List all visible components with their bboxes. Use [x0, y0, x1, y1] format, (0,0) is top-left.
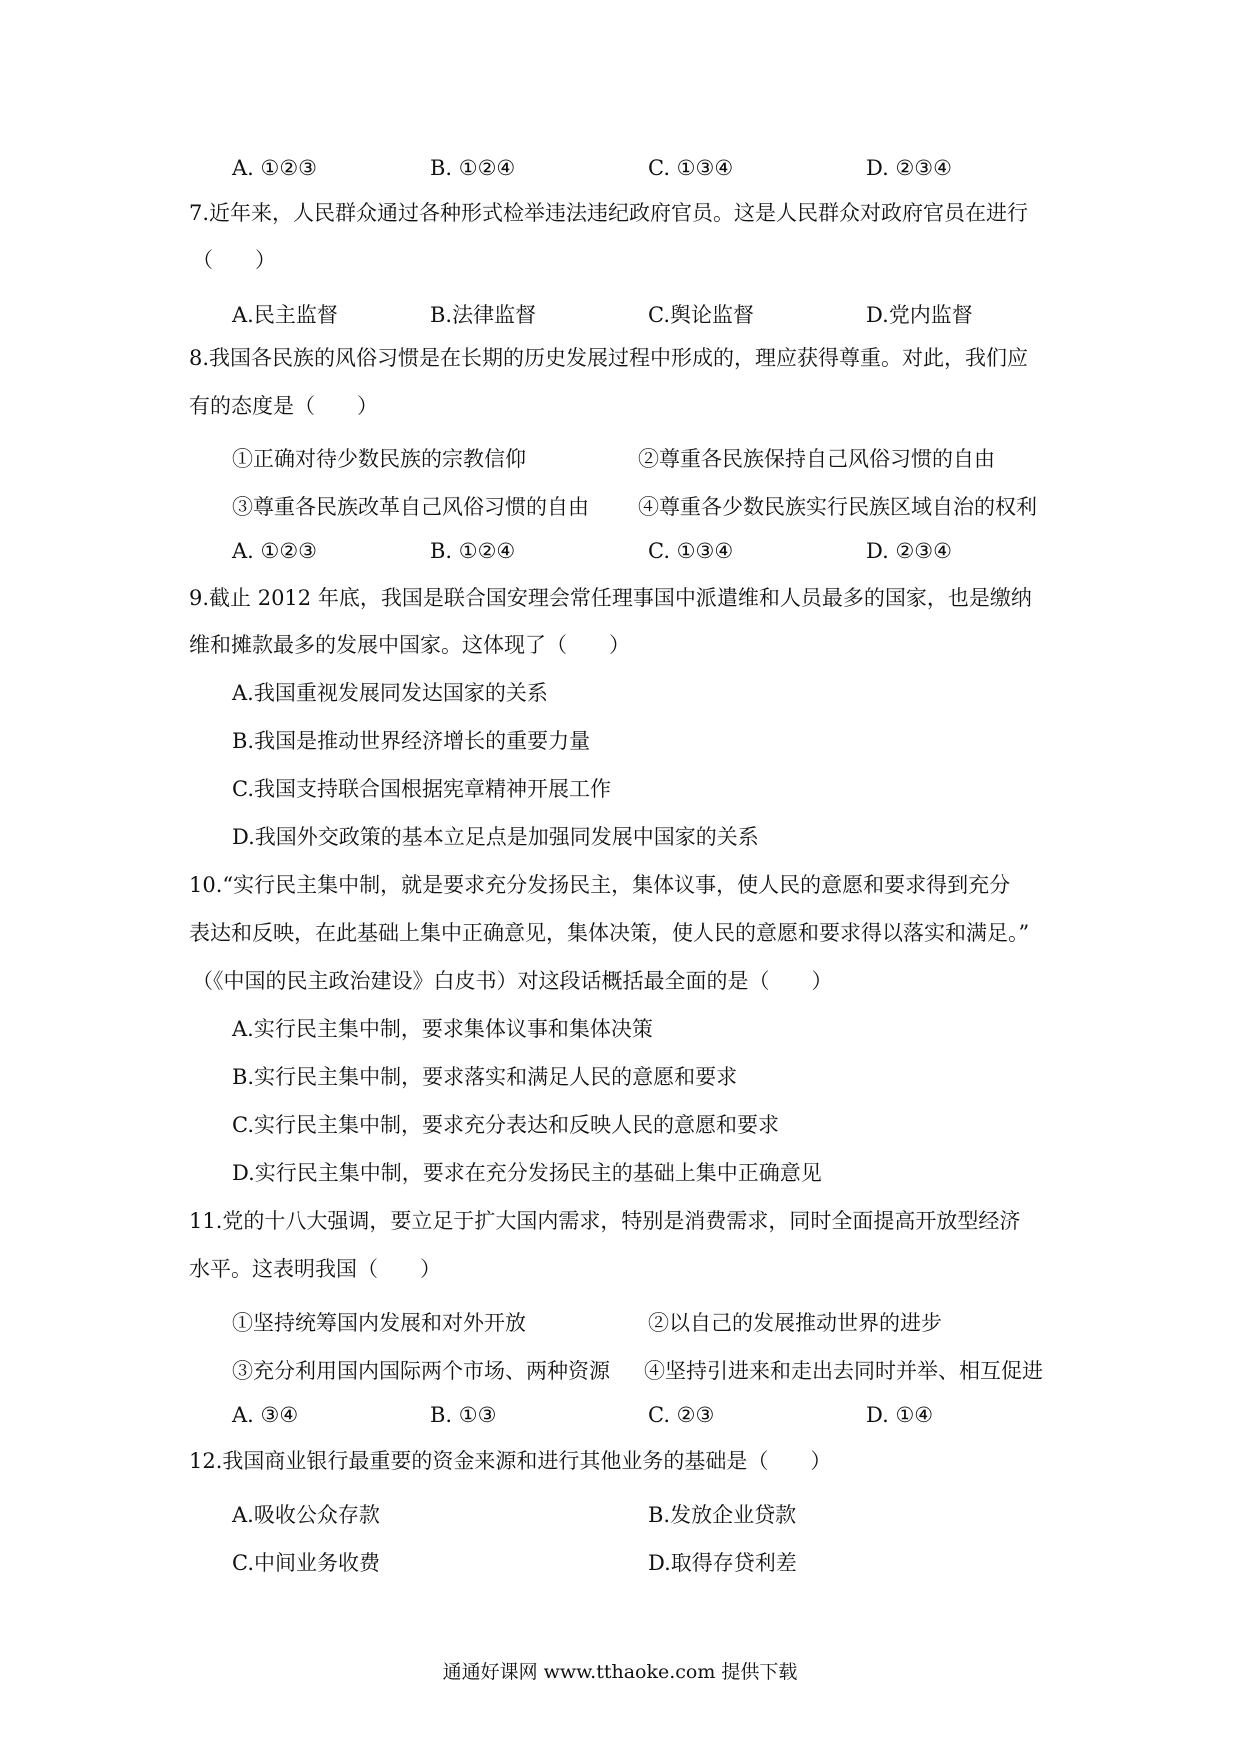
q6-option-b: B. ①②④ [430, 156, 516, 180]
q8-option-b: B. ①②④ [430, 539, 516, 563]
q12-options-row1 [0, 1499, 1240, 1525]
q12-stem-line1: 12.我国商业银行最重要的资金来源和进行其他业务的基础是（ ） [189, 1449, 832, 1473]
q10-option-a: A.实行民主集中制，要求集体议事和集体决策 [232, 1017, 653, 1041]
q11-option-c: C. ②③ [648, 1403, 715, 1427]
q11-stem-line2: 水平。这表明我国（ ） [189, 1257, 441, 1281]
q12-option-a: A.吸收公众存款 [232, 1503, 380, 1527]
q8-stem-line2: 有的态度是（ ） [189, 394, 378, 418]
q6-option-a: A. ①②③ [232, 156, 317, 180]
q10-stem-line3: （《中国的民主政治建设》白皮书）对这段话概括最全面的是（ ） [192, 969, 833, 993]
q12-option-c: C.中间业务收费 [232, 1551, 380, 1575]
q7-option-d: D.党内监督 [866, 303, 973, 327]
q8-option-c: C. ①③④ [648, 539, 734, 563]
q6-option-d: D. ②③④ [866, 156, 952, 180]
q7-option-c: C.舆论监督 [648, 303, 754, 327]
q7-stem-line2: （ ） [192, 248, 276, 272]
footer-credit: 通通好课网 www.tthaoke.com 提供下载 [442, 1661, 798, 1683]
q8-stem-line1: 8.我国各民族的风俗习惯是在长期的历史发展过程中形成的，理应获得尊重。对此，我们应 [189, 346, 1029, 370]
q11-stem-line1: 11.党的十八大强调，要立足于扩大国内需求，特别是消费需求，同时全面提高开放型经济 [189, 1209, 1021, 1233]
q12-option-d: D.取得存贷利差 [648, 1551, 797, 1575]
q8-items-row2 [0, 491, 1240, 517]
q9-option-c: C.我国支持联合国根据宪章精神开展工作 [232, 777, 611, 801]
q7-options [0, 299, 1240, 325]
q9-option-a: A.我国重视发展同发达国家的关系 [232, 681, 548, 705]
q9-option-b: B.我国是推动世界经济增长的重要力量 [232, 729, 591, 753]
q8-options [0, 539, 1240, 565]
q8-items-row1 [0, 443, 1240, 469]
q8-item-1: ①正确对待少数民族的宗教信仰 [232, 447, 526, 471]
q11-items-row2 [0, 1355, 1240, 1381]
q6-option-c: C. ①③④ [648, 156, 734, 180]
q11-options [0, 1403, 1240, 1429]
q9-option-d: D.我国外交政策的基本立足点是加强同发展中国家的关系 [232, 825, 759, 849]
q11-item-3: ③充分利用国内国际两个市场、两种资源 [232, 1359, 610, 1383]
q11-option-b: B. ①③ [430, 1403, 497, 1427]
q8-option-d: D. ②③④ [866, 539, 952, 563]
q7-option-b: B.法律监督 [430, 303, 537, 327]
q10-option-d: D.实行民主集中制，要求在充分发扬民主的基础上集中正确意见 [232, 1161, 822, 1185]
q8-option-a: A. ①②③ [232, 539, 317, 563]
q11-option-a: A. ③④ [232, 1403, 299, 1427]
q10-stem-line2: 表达和反映，在此基础上集中正确意见，集体决策，使人民的意愿和要求得以落实和满足。” [189, 921, 1030, 945]
q11-item-1: ①坚持统筹国内发展和对外开放 [232, 1311, 526, 1335]
q8-item-4: ④尊重各少数民族实行民族区域自治的权利 [638, 495, 1037, 519]
q11-item-2: ②以自己的发展推动世界的进步 [648, 1311, 942, 1335]
q8-item-3: ③尊重各民族改革自己风俗习惯的自由 [232, 495, 589, 519]
q11-option-d: D. ①④ [866, 1403, 934, 1427]
q12-options-row2 [0, 1547, 1240, 1573]
q9-stem-line1: 9.截止 2012 年底，我国是联合国安理会常任理事国中派遣维和人员最多的国家，也是缴纳 [189, 586, 1032, 610]
q10-option-c: C.实行民主集中制，要求充分表达和反映人民的意愿和要求 [232, 1113, 779, 1137]
q6-options [0, 156, 1240, 182]
q9-stem-line2: 维和摊款最多的发展中国家。这体现了（ ） [189, 633, 630, 657]
q7-option-a: A.民主监督 [232, 303, 338, 327]
q11-items-row1 [0, 1307, 1240, 1333]
q10-option-b: B.实行民主集中制，要求落实和满足人民的意愿和要求 [232, 1065, 738, 1089]
q12-option-b: B.发放企业贷款 [648, 1503, 797, 1527]
q7-stem-line1: 7.近年来，人民群众通过各种形式检举违法违纪政府官员。这是人民群众对政府官员在进行 [189, 201, 1029, 225]
q11-item-4: ④坚持引进来和走出去同时并举、相互促进 [644, 1359, 1043, 1383]
q8-item-2: ②尊重各民族保持自己风俗习惯的自由 [638, 447, 995, 471]
q10-stem-line1: 10.“实行民主集中制，就是要求充分发扬民主，集体议事，使人民的意愿和要求得到充分 [189, 873, 1011, 897]
